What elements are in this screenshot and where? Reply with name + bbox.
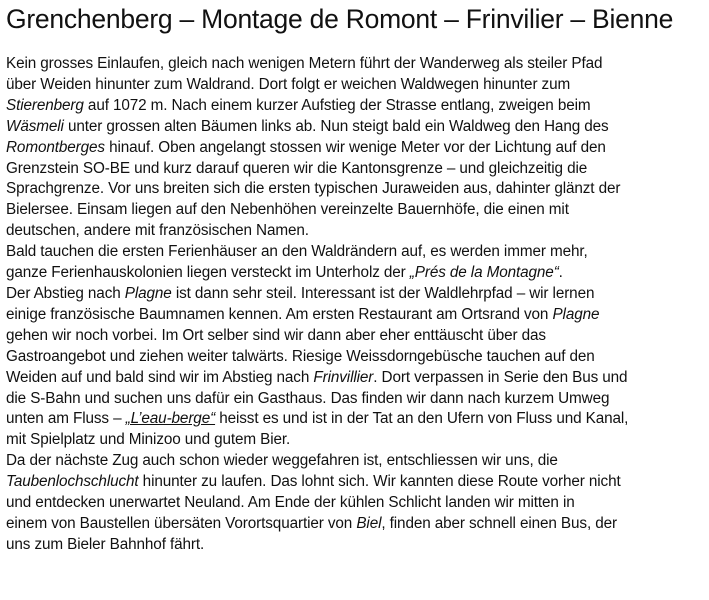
text-segment: . Dort verpassen in Serie den Bus und — [373, 368, 628, 386]
text-line — [6, 221, 706, 242]
italic-place-name: Biel — [356, 514, 382, 532]
text-line — [6, 389, 706, 410]
text-line — [6, 179, 706, 200]
text-line — [6, 472, 706, 493]
italic-place-name: Taubenlochschlucht — [6, 473, 139, 491]
text-segment: Sprachgrenze. Vor uns breiten sich die ersten typischen Juraweiden aus, dahinter glänzt der — [6, 180, 621, 198]
italic-place-name: „Prés de la Montagne“ — [409, 264, 559, 282]
text-segment: heisst es und ist in der Tat an den Ufern von Fluss und Kanal, — [215, 410, 629, 428]
text-segment: unten am Fluss – — [6, 410, 126, 428]
text-segment: unter grossen alten Bäumen links ab. Nun steigt bald ein Waldweg den Hang des — [63, 117, 609, 135]
text-line — [6, 493, 706, 514]
text-line — [6, 138, 706, 159]
text-line — [6, 117, 706, 138]
text-segment: . — [558, 264, 563, 282]
text-line — [6, 200, 706, 221]
text-segment: ganze Ferienhauskolonien liegen versteckt im Unterholz der — [6, 264, 410, 282]
text-line — [6, 514, 706, 535]
text-line — [6, 347, 706, 368]
text-line — [6, 54, 706, 75]
text-segment: Kein grosses Einlaufen, gleich nach wenigen Metern führt der Wanderweg als steiler Pfad — [6, 55, 603, 72]
text-segment: uns zum Bieler Bahnhof fährt. — [6, 535, 205, 553]
italic-place-name: Plagne — [124, 284, 172, 302]
text-line — [6, 305, 706, 326]
restaurant-link[interactable]: „L’eau-berge“ — [125, 410, 216, 428]
italic-place-name: Plagne — [552, 305, 600, 323]
text-segment: , finden aber schnell einen Bus, der — [381, 514, 617, 532]
text-segment: deutschen, andere mit französischen Namen. — [6, 222, 309, 240]
text-line — [6, 75, 706, 96]
text-segment: Gastroangebot und ziehen weiter talwärts. Riesige Weissdorngebüsche tauchen auf den — [6, 347, 595, 365]
italic-place-name: Frinvillier — [313, 368, 374, 386]
text-line — [6, 535, 706, 556]
text-segment: über Weiden hinunter zum Waldrand. Dort folgt er weichen Waldwegen hinunter zum — [6, 75, 571, 93]
text-line — [6, 284, 706, 305]
text-segment: hinauf. Oben angelangt stossen wir wenige Meter vor der Lichtung auf den — [104, 138, 606, 156]
text-line — [6, 242, 706, 263]
text-line — [6, 430, 706, 451]
text-segment: gehen wir noch vorbei. Im Ort selber sind wir dann aber eher enttäuscht über das — [6, 326, 546, 344]
text-segment: Da der nächste Zug auch schon wieder weggefahren ist, entschliessen wir uns, die — [6, 452, 558, 470]
text-segment: mit Spielplatz und Minizoo und gutem Bier. — [6, 431, 291, 449]
italic-place-name: Stierenberg — [6, 96, 84, 114]
text-segment: Grenzstein SO-BE und kurz darauf queren wir die Kantonsgrenze – und gleichzeitig die — [6, 159, 588, 177]
text-segment: einem von Baustellen übersäten Vorortsquartier von — [6, 514, 357, 532]
text-segment: Bald tauchen die ersten Ferienhäuser an den Waldrändern auf, es werden immer mehr, — [6, 243, 588, 261]
text-segment: Weiden auf und bald sind wir im Abstieg nach — [6, 368, 314, 386]
text-line — [6, 263, 706, 284]
document-page — [6, 0, 706, 556]
text-segment: auf 1072 m. Nach einem kurzer Aufstieg der Strasse entlang, zweigen beim — [83, 96, 591, 114]
text-line — [6, 326, 706, 347]
text-segment: die S-Bahn und suchen uns dafür ein Gasthaus. Das finden wir dann nach kurzem Umweg — [6, 389, 610, 407]
page-title: Grenchenberg – Montage de Romont – Frinvilier – Bienne — [6, 4, 674, 34]
text-segment: Der Abstieg nach — [6, 284, 125, 302]
text-line — [6, 96, 706, 117]
text-line — [6, 159, 706, 180]
text-segment: einige französische Baumnamen kennen. Am ersten Restaurant am Ortsrand von — [6, 305, 553, 323]
text-line — [6, 409, 706, 430]
text-segment: und entdecken unerwartet Neuland. Am Ende der kühlen Schlicht landen wir mitten in — [6, 494, 575, 512]
italic-place-name: Wäsmeli — [6, 117, 64, 135]
italic-place-name: Romontberges — [6, 138, 105, 156]
body-text — [6, 54, 706, 556]
text-segment: hinunter zu laufen. Das lohnt sich. Wir kannten diese Route vorher nicht — [138, 473, 621, 491]
text-line — [6, 451, 706, 472]
text-segment: Bielersee. Einsam liegen auf den Nebenhöhen vereinzelte Bauernhöfe, die einen mit — [6, 201, 569, 219]
text-segment: ist dann sehr steil. Interessant ist der Waldlehrpfad – wir lernen — [171, 284, 595, 302]
text-line — [6, 368, 706, 389]
